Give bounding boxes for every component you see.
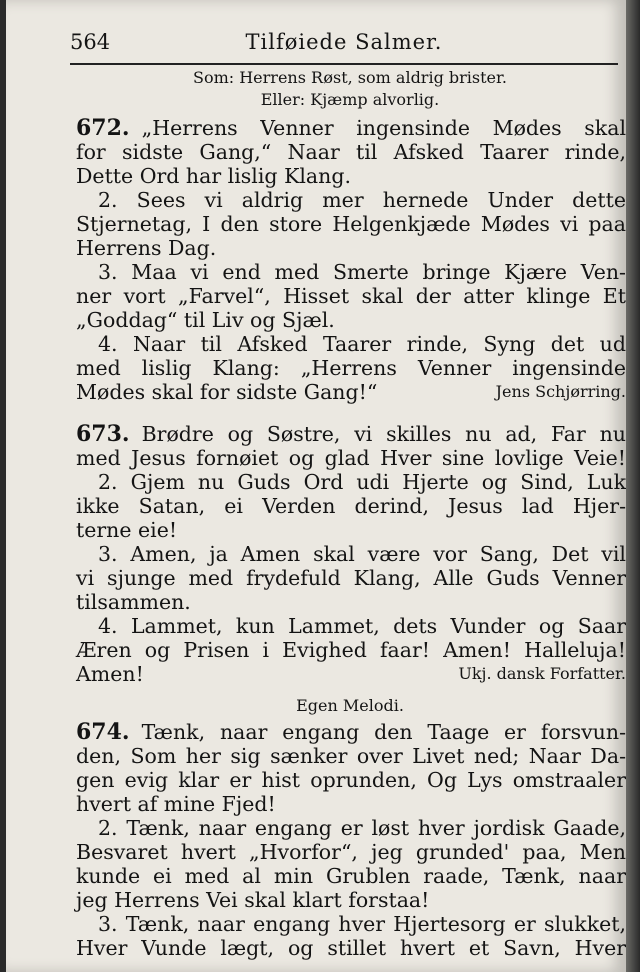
hymn-672-line: Herrens Dag.: [76, 236, 217, 260]
hymn-number: 672.: [76, 115, 130, 141]
page-number: 564: [70, 30, 111, 54]
hymn-673-line: Amen! Ukj. dansk Forfatter.: [76, 662, 626, 686]
hymn-672-line: 3. Maa vi end med Smerte bringe Kjære Ven-: [98, 260, 626, 284]
melody-line: Egen Melodi.: [296, 696, 404, 715]
hymn-674-line: hvert af mine Fjed!: [76, 792, 276, 816]
hymn-673-line: 673. Brødre og Søstre, vi skilles nu ad, Far nu: [76, 421, 626, 447]
author: Jens Schjørring.: [495, 382, 626, 401]
hymn-673-line: med Jesus fornøiet og glad Hver sine lovlige Veie!: [76, 446, 626, 470]
hymn-674-line: Hver Vunde lægt, og stillet hvert et Savn, Hver: [76, 936, 626, 960]
hymn-673-line: 2. Gjem nu Guds Ord udi Hjerte og Sind, Luk: [98, 470, 626, 494]
hymn-672-line: Dette Ord har lislig Klang.: [76, 164, 351, 188]
hymn-672-line: Stjernetag, I den store Helgenkjæde Mødes vi paa: [76, 212, 626, 236]
hymn-number: 674.: [76, 719, 130, 745]
hymn-672-line: 2. Sees vi aldrig mer hernede Under dette: [98, 188, 626, 212]
hymn-674-line: 674. Tænk, naar engang den Taage er forsvun-: [76, 719, 626, 745]
hymn-672-line: 672. „Herrens Venner ingensinde Mødes skal: [76, 115, 626, 141]
hymn-672-line: med lislig Klang: „Herrens Venner ingensinde: [76, 356, 626, 380]
hymn-673-line: terne eie!: [76, 518, 178, 542]
page-header: [70, 30, 618, 60]
running-title: Tilføiede Salmer.: [245, 30, 443, 54]
hymn-674-line: gen evig klar er hist oprunden, Og Lys omstraaler: [76, 768, 626, 792]
hymn-673-line: 4. Lammet, kun Lammet, dets Vunder og Saar: [98, 614, 626, 638]
hymn-672-line: 4. Naar til Afsked Taarer rinde, Syng det ud: [98, 332, 626, 356]
hymn-674-line: 3. Tænk, naar engang hver Hjertesorg er slukket,: [98, 912, 626, 936]
hymn-672-line: for sidste Gang,“ Naar til Afsked Taarer rinde,: [76, 140, 626, 164]
book-edge: [626, 0, 640, 972]
hymn-672-line: Mødes skal for sidste Gang!“ Jens Schjørring.: [76, 380, 626, 404]
hymn-673-line: Æren og Prisen i Evighed faar! Amen! Halleluja!: [76, 638, 626, 662]
hymn-674-line: 2. Tænk, naar engang er løst hver jordisk Gaade,: [98, 816, 626, 840]
hymn-672-line: „Goddag“ til Liv og Sjæl.: [76, 308, 335, 332]
hymn-674-line: kunde ei med al min Grublen raade, Tænk, naar: [76, 864, 626, 888]
hymnal-page: [6, 0, 626, 972]
hymn-number: 673.: [76, 421, 130, 447]
author: Ukj. dansk Forfatter.: [458, 664, 626, 683]
hymn-674-line: den, Som her sig sænker over Livet ned; Naar Da-: [76, 744, 626, 768]
melody-alt-line: Eller: Kjæmp alvorlig.: [260, 90, 440, 109]
melody-line: Som: Herrens Røst, som aldrig brister.: [192, 68, 507, 87]
hymn-673-line: vi sjunge med frydefuld Klang, Alle Guds Venner: [76, 566, 626, 590]
hymn-672-line: ner vort „Farvel“, Hisset skal der atter klinge Et: [76, 284, 626, 308]
hymn-674-line: Besvaret hvert „Hvorfor“, jeg grunded' paa, Men: [76, 840, 626, 864]
header-rule: [70, 63, 618, 65]
hymn-673-line: 3. Amen, ja Amen skal være vor Sang, Det vil: [98, 542, 626, 566]
hymn-673-line: tilsammen.: [76, 590, 191, 614]
hymn-674-line: jeg Herrens Vei skal klart forstaa!: [76, 888, 430, 912]
hymn-673-line: ikke Satan, ei Verden derind, Jesus lad Hjer-: [76, 494, 626, 518]
